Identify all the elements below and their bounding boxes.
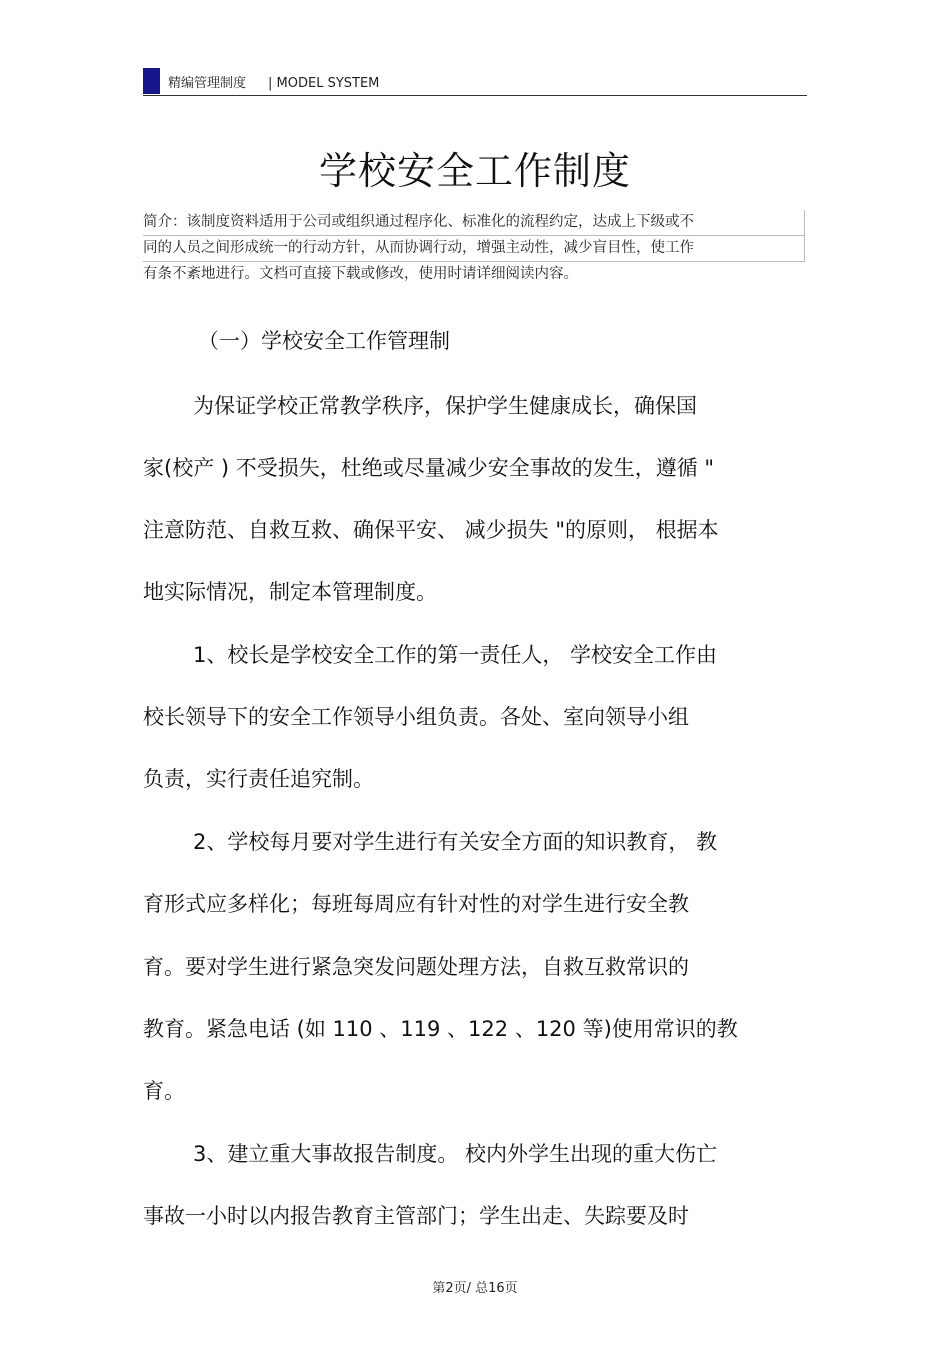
intro-line: 同的人员之间形成统一的行动方针，从而协调行动，增强主动性，减少盲目性，使工作 (143, 236, 805, 262)
paragraph-line: 育。 (143, 1079, 185, 1103)
page-number: 第2页/ 总16页 (432, 1281, 518, 1296)
paragraph-line: 校长领导下的安全工作领导小组负责。各处、室向领导小组 (143, 705, 689, 729)
page-header (143, 66, 807, 96)
document-title: 学校安全工作制度 (318, 149, 631, 193)
paragraph-line: 1、校长是学校安全工作的第一责任人， 学校安全工作由 (193, 643, 718, 667)
brand-cn: 精编管理制度 (168, 76, 247, 91)
paragraph-line: 育。要对学生进行紧急突发问题处理方法，自救互救常识的 (143, 955, 689, 979)
section-heading: （一）学校安全工作管理制 (198, 329, 450, 353)
logo-icon (143, 68, 160, 94)
paragraph-line: 教育。紧急电话 (如 110 、119 、122 、120 等)使用常识的教 (143, 1017, 738, 1041)
paragraph-line: 注意防范、自救互救、确保平安、 减少损失 "的原则， 根据本 (143, 518, 719, 542)
paragraph-line: 2、学校每月要对学生进行有关安全方面的知识教育， 教 (193, 830, 718, 854)
paragraph-line: 家(校产 ) 不受损失，杜绝或尽量减少安全事故的发生，遵循 " (143, 456, 715, 480)
paragraph-line: 负责，实行责任追究制。 (143, 767, 374, 791)
paragraph-line: 3、建立重大事故报告制度。 校内外学生出现的重大伤亡 (193, 1142, 718, 1166)
intro-box (143, 210, 805, 287)
paragraph-line: 地实际情况，制定本管理制度。 (143, 580, 437, 604)
intro-line: 有条不紊地进行。文档可直接下载或修改，使用时请详细阅读内容。 (143, 266, 578, 282)
brand (168, 72, 379, 91)
intro-line: 简介：该制度资料适用于公司或组织通过程序化、标准化的流程约定，达成上下级或不 (143, 210, 805, 236)
paragraph-line: 为保证学校正常教学秩序，保护学生健康成长，确保国 (193, 394, 697, 418)
paragraph-line: 育形式应多样化；每班每周应有针对性的对学生进行安全教 (143, 892, 689, 916)
paragraph-line: 事故一小时以内报告教育主管部门；学生出走、失踪要及时 (143, 1204, 689, 1228)
brand-en: | MODEL SYSTEM (268, 76, 380, 91)
